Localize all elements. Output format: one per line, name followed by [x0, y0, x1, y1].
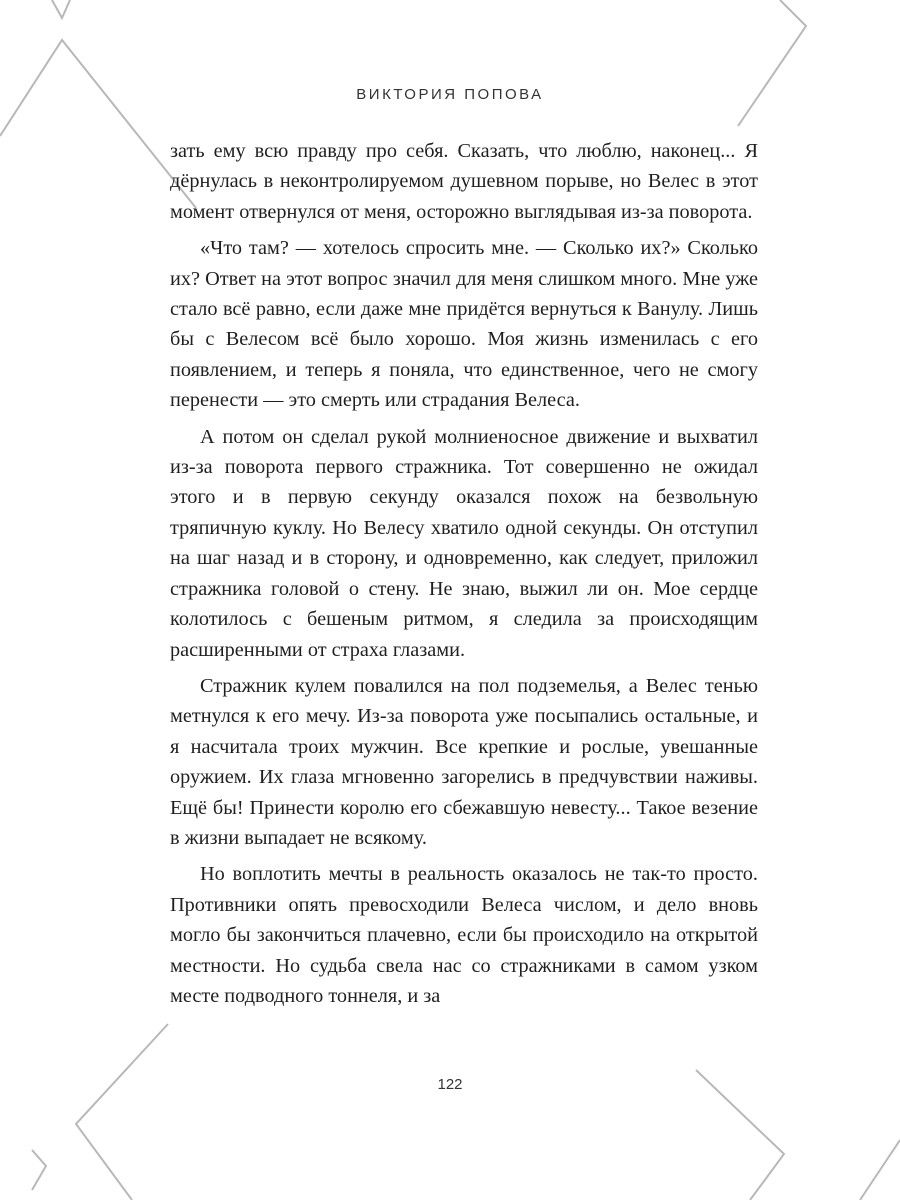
top-right-chevron-line [738, 0, 806, 126]
paragraph: Стражник кулем повалился на пол подземелья, а Велес тенью метнулся к его мечу. Из-за поворота уже посыпались остальные, и я насчитала троих мужчин. Все крепкие и рослые, увешанные оружием. Их глаза мгновенно загорелись в предчувствии наживы. Ещё бы! Принести королю его сбежавшую невесту... Такое везение в жизни выпадает не всякому. [170, 674, 758, 849]
bottom-left-chevron-line [32, 1150, 46, 1190]
body-text [170, 136, 758, 1017]
running-head-author: ВИКТОРИЯ ПОПОВА [356, 86, 544, 103]
left-triangle-line [0, 40, 196, 208]
top-left-chevron-line [52, 0, 70, 18]
paragraph: «Что там? — хотелось спросить мне. — Сколько их?» Сколько их? Ответ на этот вопрос значил для меня слишком много. Мне уже стало всё равно, если даже мне придётся вернуться к Ванулу. Лишь бы с Велесом всё было хорошо. Моя жизнь изменилась с его появлением, и теперь я поняла, что единственное, чего не смогу перенести — это смерть или страдания Велеса. [170, 237, 758, 412]
paragraph: А потом он сделал рукой молниеносное движение и выхватил из-за поворота первого стражника. Тот совершенно не ожидал этого и в первую секунду оказался похож на безвольную тряпичную куклу. Но Велесу хватило одной секунды. Он отступил на шаг назад и в сторону, и одновременно, как следует, приложил стражника головой о стену. Не знаю, выжил ли он. Мое сердце колотилось с бешеным ритмом, я следила за происходящим расширенными от страха глазами. [170, 425, 758, 661]
paragraph: Но воплотить мечты в реальность оказалось не так-то просто. Противники опять превосходили Велеса числом, и дело вновь могло бы закончиться плачевно, если бы происходило на открытой местности. Но судьба свела нас со стражниками в самом узком месте подводного тоннеля, и за [170, 863, 758, 1007]
bottom-right-edge-line [860, 1140, 900, 1200]
bottom-left-line [76, 1024, 168, 1200]
page-number: 122 [437, 1076, 463, 1093]
paragraph-continuation: зать ему всю правду про себя. Сказать, что люблю, наконец... Я дёрнулась в неконтролируемом душевном порыве, но Велес в этот момент отвернулся от меня, осторожно выглядывая из-за поворота. [170, 140, 758, 223]
